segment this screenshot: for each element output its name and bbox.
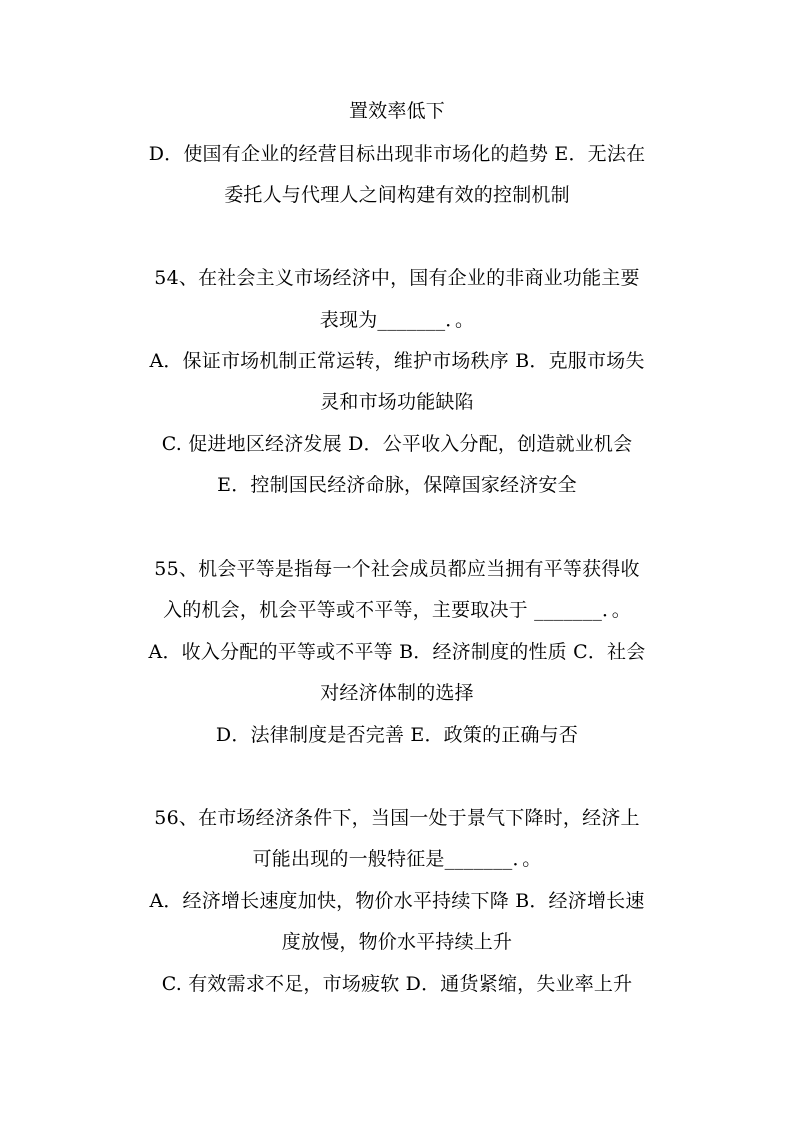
text-line: 委托人与代理人之间构建有效的控制机制 xyxy=(224,184,570,206)
question-54-options: 灵和市场功能缺陷 xyxy=(320,391,474,413)
question-56-options: C. 有效需求不足，市场疲软 D．通货紧缩，失业率上升 xyxy=(161,973,633,995)
question-55-stem: 55、机会平等是指每一个社会成员都应当拥有平等获得收 xyxy=(154,558,640,580)
question-54-options: A．保证市场机制正常运转，维护市场秩序 B．克服市场失 xyxy=(149,350,645,372)
question-56-options: A．经济增长速度加快，物价水平持续下降 B．经济增长速 xyxy=(149,890,645,912)
question-55-stem: 入的机会，机会平等或不平等，主要取决于 _______．。 xyxy=(163,599,631,621)
question-56-stem: 56、在市场经济条件下，当国一处于景气下降时，经济上 xyxy=(154,807,640,829)
text-line: D．使国有企业的经营目标出现非市场化的趋势 E．无法在 xyxy=(148,143,646,165)
text-line: 置效率低下 xyxy=(348,100,445,122)
question-55-options: D．法律制度是否完善 E．政策的正确与否 xyxy=(215,724,579,746)
question-55-options: A．收入分配的平等或不平等 B．经济制度的性质 C．社会 xyxy=(148,641,646,663)
question-54-options: E．控制国民经济命脉，保障国家经济安全 xyxy=(217,474,577,496)
question-54-options: C. 促进地区经济发展 D．公平收入分配，创造就业机会 xyxy=(161,433,633,455)
question-56-stem: 可能出现的一般特征是_______．。 xyxy=(252,848,542,870)
question-54-stem: 表现为_______．。 xyxy=(319,309,475,331)
question-54-stem: 54、在社会主义市场经济中，国有企业的非商业功能主要 xyxy=(154,267,640,289)
question-55-options: 对经济体制的选择 xyxy=(320,682,474,704)
question-56-options: 度放慢，物价水平持续上升 xyxy=(281,931,513,953)
